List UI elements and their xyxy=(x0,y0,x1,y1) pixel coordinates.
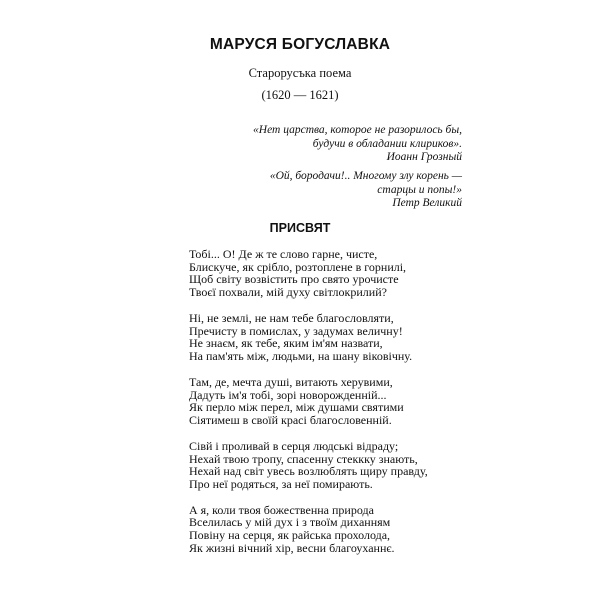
poem-line: На пам'ять між, людьми, на шану віковічну. xyxy=(189,348,413,363)
poem-line: Тобі... О! Де ж те слово гарне, чисте, xyxy=(189,247,378,261)
epigraph-ivan xyxy=(132,124,462,165)
epigraph-attribution: Иоанн Грозный xyxy=(386,151,462,163)
section-heading: ПРИСВЯТ xyxy=(269,221,331,235)
poem-line: Блискуче, як срібло, розтоплене в горнилі, xyxy=(189,259,407,274)
poem-line: Про неї родяться, за неї помирають. xyxy=(189,476,373,491)
poem-line: Не знаєм, як тебе, яким ім'ям назвати, xyxy=(189,336,383,351)
poem-line: Пречисту в помислах, у задумах величну! xyxy=(189,323,403,338)
poem-line: Як перло між перел, між душами святими xyxy=(189,400,404,415)
epigraph-peter xyxy=(132,170,462,211)
epigraph-line: будучи в обладании клириков». xyxy=(312,137,462,150)
poem-line: Ні, не землі, не нам тебе благословляти, xyxy=(189,310,394,325)
poem-title: МАРУСЯ БОГУСЛАВКА xyxy=(209,36,391,53)
poem-line: Вселилась у мій дух і з твоїм диханням xyxy=(189,515,391,530)
poem-line: Нехай твою тропу, спасенну стеккку знають, xyxy=(189,451,418,466)
poem-line: Як жизні вічний хір, весни благоуханнє. xyxy=(189,540,395,555)
epigraph-line: «Ой, бородачи!.. Многому злу корень — xyxy=(269,170,462,182)
stanza xyxy=(189,312,469,362)
poem-line: А я, коли твоя божественна природа xyxy=(189,502,374,517)
stanza xyxy=(189,440,469,490)
poem-subtitle: Старорусъка поема xyxy=(248,66,352,80)
poem-dates: (1620 — 1621) xyxy=(261,88,339,102)
poem-line: Дадуть ім'я тобі, зорі новорожденній... xyxy=(189,387,387,402)
epigraph-attribution: Петр Великий xyxy=(392,197,462,209)
poem-line: Твоєї похвали, мій духу світлокрилий? xyxy=(189,284,387,299)
poem-body xyxy=(189,248,469,568)
epigraph-line: старцы и попы!» xyxy=(377,183,462,196)
poem-line: Щоб світу возвістить про свято урочисте xyxy=(189,272,399,287)
poem-line: Повіну на серця, як райська прохолода, xyxy=(189,528,391,543)
poem-line: Там, де, мечта душі, витають херувими, xyxy=(189,374,393,389)
stanza xyxy=(189,376,469,426)
stanza xyxy=(189,248,469,298)
poem-line: Сіятимеш в своїй красі благословенній. xyxy=(189,412,392,427)
stanza xyxy=(189,504,469,554)
epigraph-line: «Нет царства, которое не разорилось бы, xyxy=(253,124,462,136)
poem-line: Нехай над світ увесь возлюблять щиру правду, xyxy=(189,464,428,479)
poem-line: Сівй і проливай в серця людські відраду; xyxy=(189,438,399,453)
